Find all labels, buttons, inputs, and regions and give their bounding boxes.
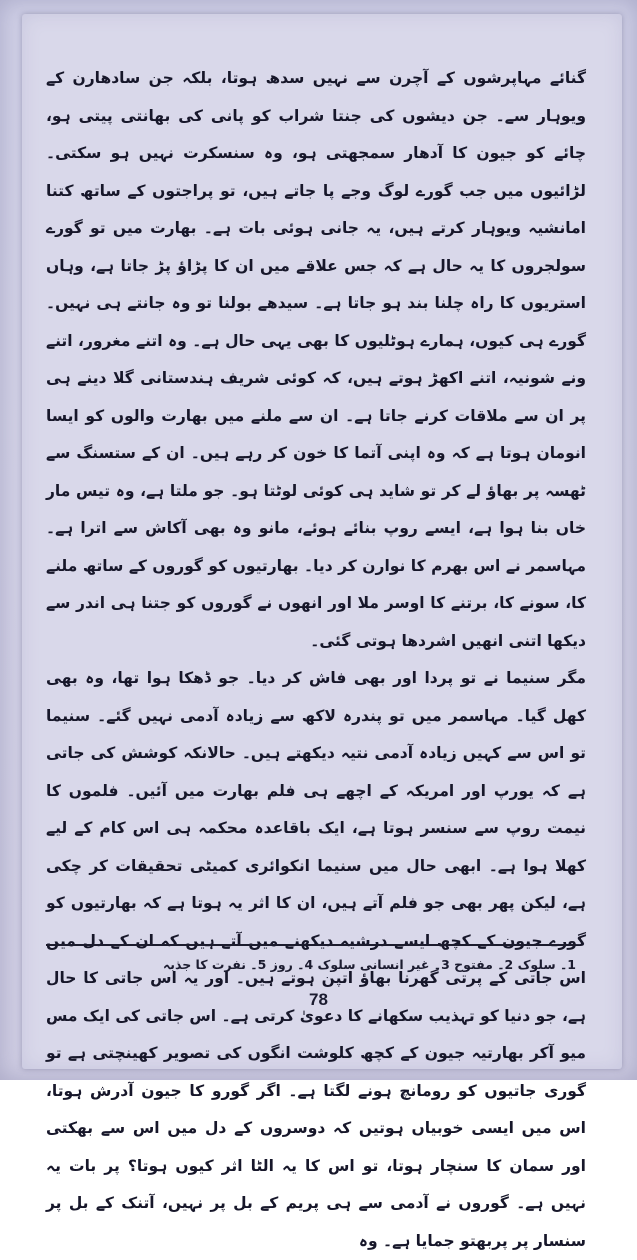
footnotes: 1۔ سلوک 2۔ مفتوح 3۔ غیر انسانی سلوک 4۔ روز 5۔ نفرت کا جذبہ	[162, 957, 576, 972]
footnote-separator	[46, 944, 576, 946]
page-number: 78	[309, 990, 328, 1009]
paragraph-1: گنائے مہاپرشوں کے آچرن سے نہیں سدھ ہوتا، بلکہ جن سادھارن کے ویوہار سے۔ جن دیشوں کی جنتا شراب کو پانی کی بھانتی پیتی ہو، چائے کو جیون کا آدھار سمجھتی ہو، وہ سنسکرت نہیں ہو سکتی۔ لڑائیوں میں جب گورے لوگ وجے پا جاتے ہیں، تو پراجتوں کے ساتھ کتنا امانشیہ ویوہار کرتے ہیں، یہ جانی ہوئی بات ہے۔ بھارت میں تو گورے سولجروں کا یہ حال ہے کہ جس علاقے میں ان کا پڑاؤ پڑ جاتا ہے، وہاں استریوں کا راہ چلنا بند ہو جاتا ہے۔ سیدھے بولنا تو وہ جانتے ہی نہیں۔ گورے ہی کیوں، ہمارے ہوٹلیوں کا بھی یہی حال ہے۔ وہ اتنے مغرور، اتنے ونے شونیہ، اتنے اکھڑ ہوتے ہیں، کہ کوئی شریف ہندستانی گلا دینے ہی پر ان سے ملاقات کرنے جاتا ہے۔ ان سے ملنے میں بھارت والوں کو ایسا انومان ہوتا ہے کہ وہ اپنی آتما کا خون کر رہے ہیں۔ ان کے ستسنگ سے ٹھسہ پر بھاؤ لے کر تو شاید ہی کوئی لوٹتا ہو۔ جو ملتا ہے، وہ تیس مار خاں بنا ہوا ہے، ایسے روپ بنائے ہوئے، مانو وہ بھی آکاش سے اترا ہے۔ مہاسمر نے اس بھرم کا نوارن کر دیا۔ بھارتیوں کو گوروں کے ساتھ ملنے کا، سونے کا، برتنے کا اوسر ملا اور انھوں نے گوروں کو جتنا ہی اندر سے دیکھا اتنی انھیں اشردھا ہوتی گئی۔	[46, 69, 586, 650]
body-text	[46, 60, 586, 1260]
paragraph-2: مگر سنیما نے تو پردا اور بھی فاش کر دیا۔ جو ڈھکا ہوا تھا، وہ بھی کھل گیا۔ مہاسمر میں تو پندرہ لاکھ سے زیادہ آدمی نہیں گئے۔ سنیما تو اس سے کہیں زیادہ آدمی نتیہ دیکھتے ہیں۔ حالانکہ کوشش کی جاتی ہے کہ یورپ اور امریکہ کے اچھے ہی فلم بھارت میں آئیں۔ فلموں کا نیمت روپ سے سنسر ہوتا ہے، ایک باقاعدہ محکمہ ہی اس کام کے لیے کھلا ہوا ہے۔ ابھی حال میں سنیما انکوائری کمیٹی تحقیقات کر چکی ہے، لیکن پھر بھی جو فلم آتے ہیں، ان کا اثر یہ ہوتا ہے کہ بھارتیوں کو گورے جیون کے کچھ ایسے درشیہ دیکھنے میں آتے ہیں کہ ان کے دل میں اس جاتی کے پرتی گھرنا بھاؤ اتپن ہوتے ہیں۔ اور یہ اس جاتی کا حال ہے، جو دنیا کو تہذیب سکھانے کا دعویٰ کرتی ہے۔ اس جاتی کی ایک مس میو آکر بھارتیہ جیون کے کچھ کلوشت انگوں کی تصویر کھینچتی ہے تو گوری جاتیوں کو رومانچ ہونے لگتا ہے۔ اگر گورو کا جیون آدرش ہوتا، اس میں ایسی خوبیاں ہوتیں کہ دوسروں کے دل میں اس سے بھکتی اور سمان کا سنچار ہوتا، تو اس کا یہ الٹا اثر کیوں ہوتا؟ پر بات یہ نہیں ہے۔ گوروں نے آدمی سے ہی پریم کے بل پر نہیں، آتنک کے بل پر سنسار پر پربھتو جمایا ہے۔ وہ	[46, 669, 586, 1250]
